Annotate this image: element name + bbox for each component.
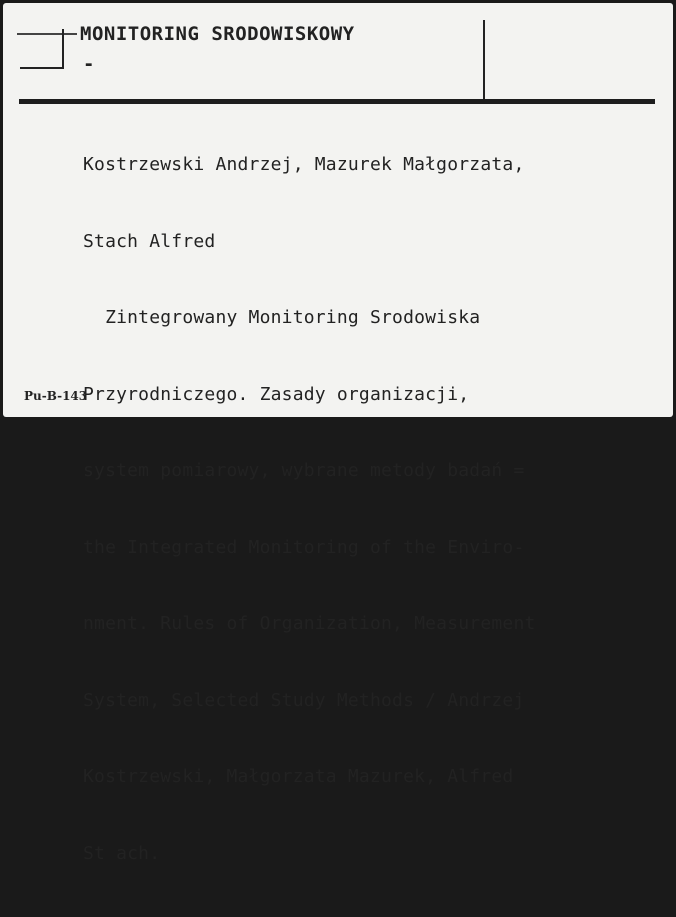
entry-line: Zintegrowany Monitoring Srodowiska [83,307,481,328]
entry-line: St ach. [83,842,161,864]
entry-line: System, Selected Study Methods / Andrzej [83,689,525,711]
subject-subheading-dash: - [83,53,95,75]
catalog-number: Pu-B-143 [24,389,88,403]
entry-line: Kostrzewski, Małgorzata Mazurek, Alfred [83,766,514,787]
entry-line: nment. Rules of Organization, Measurement [83,613,536,634]
subject-heading: MONITORING SRODOWISKOWY [80,23,355,45]
entry-line: the Integrated Monitoring of the Enviro- [83,536,525,558]
vertical-rule [483,20,485,100]
entry-line: Stach Alfred [83,230,216,252]
entry-line: Kostrzewski Andrzej, Mazurek Małgorzata, [83,154,525,175]
corner-bracket-mark [20,29,64,69]
bibliographic-entry [83,101,668,917]
catalog-card [3,3,673,864]
entry-line: Przyrodniczego. Zasady organizacji, [83,383,470,405]
entry-line: system pomiarowy, wybrane metody badań = [83,460,525,481]
